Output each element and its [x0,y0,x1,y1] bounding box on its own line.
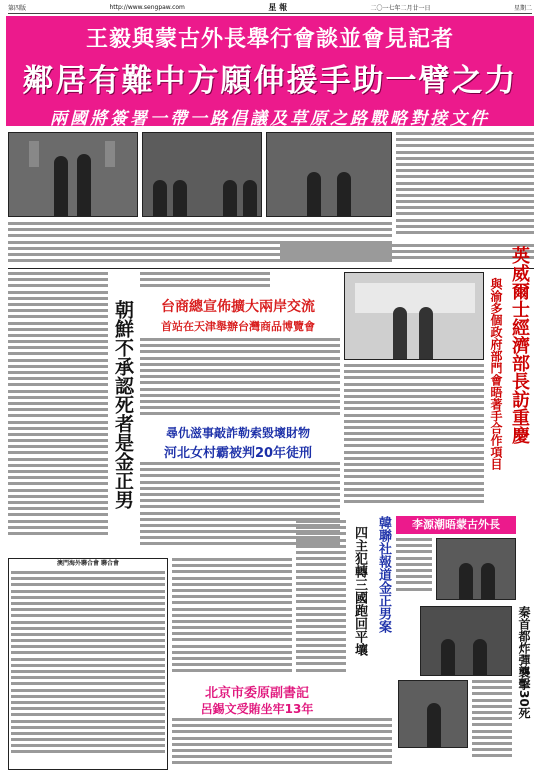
wales-story-intro [280,244,534,266]
bomb-attack-headline: 秦首都炸彈襲擊30死 [517,606,531,719]
page-number: 第四版 [8,5,27,12]
wales-minister-photo [344,272,484,360]
korea-vertical-headline: 朝鮮不承認死者是金正男 [112,300,134,509]
beijing-headline: 北京市委原副書記 [204,686,309,701]
weekday: 星期二 [513,5,532,12]
korea-media-headline: 韓聯社報道金正男案 [376,516,391,633]
taiwan-subheadline: 首站在天津舉辦台灣商品博覽會 [161,320,315,333]
masthead-bar [8,2,532,14]
lead-banner [6,16,534,129]
middle-column-text [140,272,270,294]
lead-photo-handshake [8,132,138,217]
li-yuanchao-photo [436,538,516,600]
headline-deck: 兩國將簽署一帶一路倡議及草原之路戰略對接文件 [50,109,490,129]
issue-date: 二〇一七年二月廿一日 [370,5,431,12]
hebei-headline: 尋仇滋事敲詐勒索毀壞財物 [165,426,310,440]
paper-name: 星 報 [268,2,288,12]
beijing-subheadline: 呂錫文受賄坐牢13年 [200,702,314,716]
divider [8,268,534,269]
ad-title: 澳門海外聯合會 聯合會 [56,560,120,567]
lead-photo-press [266,132,392,217]
wales-vertical-headline: 英威爾士經濟部長訪重慶 [509,246,530,444]
beijing-story-text [172,718,392,770]
li-yuanchao-story-text [396,538,432,598]
headline-kicker: 王毅與蒙古外長舉行會談並會見記者 [85,26,454,52]
headline-main: 鄰居有難中方願伸援手助一臂之力 [22,63,518,99]
lead-photo-talks [142,132,262,217]
bomb-attack-photo [420,606,512,676]
advertisement-box [8,558,168,770]
li-yuanchao-headline: 李源潮晤蒙古外長 [396,516,516,534]
mid-bottom-text [172,558,292,678]
korea-media-story-text [296,520,346,680]
hebei-subheadline: 河北女村霸被判20年徒刑 [163,446,313,461]
bomb-attack-text [472,680,512,768]
wales-story-text [344,364,484,514]
ad-listings [11,571,165,767]
site-url[interactable]: http://www.sengpaw.com [109,4,185,11]
taiwan-headline: 台商總宣佈擴大兩岸交流 [161,299,315,315]
taiwan-story-text [140,338,340,420]
lead-story-text [396,132,534,242]
wales-vertical-subheadline: 與渝多個政府部門會晤著手合作項目 [489,278,503,470]
four-suspects-headline: 四主犯轉三國跑回平壤 [352,526,367,656]
court-photo [398,680,468,748]
korea-story-text [8,272,108,554]
